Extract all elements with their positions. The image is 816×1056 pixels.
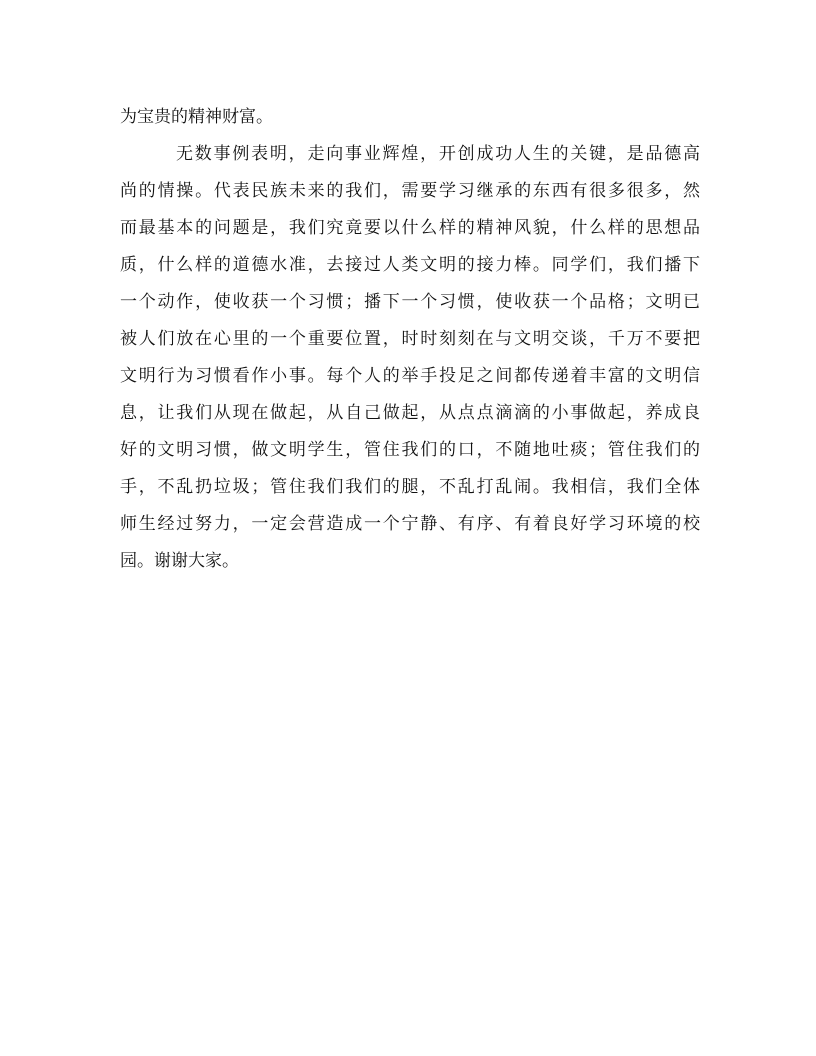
text-line: 息，让我们从现在做起，从自己做起，从点点滴滴的小事做起，养成良 bbox=[120, 403, 700, 423]
document-body bbox=[120, 99, 700, 580]
text-line: 而最基本的问题是，我们究竟要以什么样的精神风貌，什么样的思想品 bbox=[120, 218, 700, 238]
text-line: 尚的情操。代表民族未来的我们，需要学习继承的东西有很多很多，然 bbox=[120, 181, 700, 201]
paragraph-first-line: 无数事例表明，走向事业辉煌，开创成功人生的关键，是品德高 bbox=[176, 144, 700, 164]
text-line: 好的文明习惯，做文明学生，管住我们的口，不随地吐痰；管住我们的 bbox=[120, 440, 700, 460]
text-line: 文明行为习惯看作小事。每个人的举手投足之间都传递着丰富的文明信 bbox=[120, 366, 700, 386]
text-line: 师生经过努力，一定会营造成一个宁静、有序、有着良好学习环境的校 bbox=[120, 514, 700, 534]
text-line: 园。谢谢大家。 bbox=[120, 551, 239, 571]
text-line: 为宝贵的精神财富。 bbox=[120, 107, 273, 127]
text-line: 质，什么样的道德水准，去接过人类文明的接力棒。同学们，我们播下 bbox=[120, 255, 700, 275]
text-line: 被人们放在心里的一个重要位置，时时刻刻在与文明交谈，千万不要把 bbox=[120, 329, 700, 349]
text-line: 手，不乱扔垃圾；管住我们我们的腿，不乱打乱闹。我相信，我们全体 bbox=[120, 477, 700, 497]
text-line: 一个动作，使收获一个习惯；播下一个习惯，使收获一个品格；文明已 bbox=[120, 292, 700, 312]
